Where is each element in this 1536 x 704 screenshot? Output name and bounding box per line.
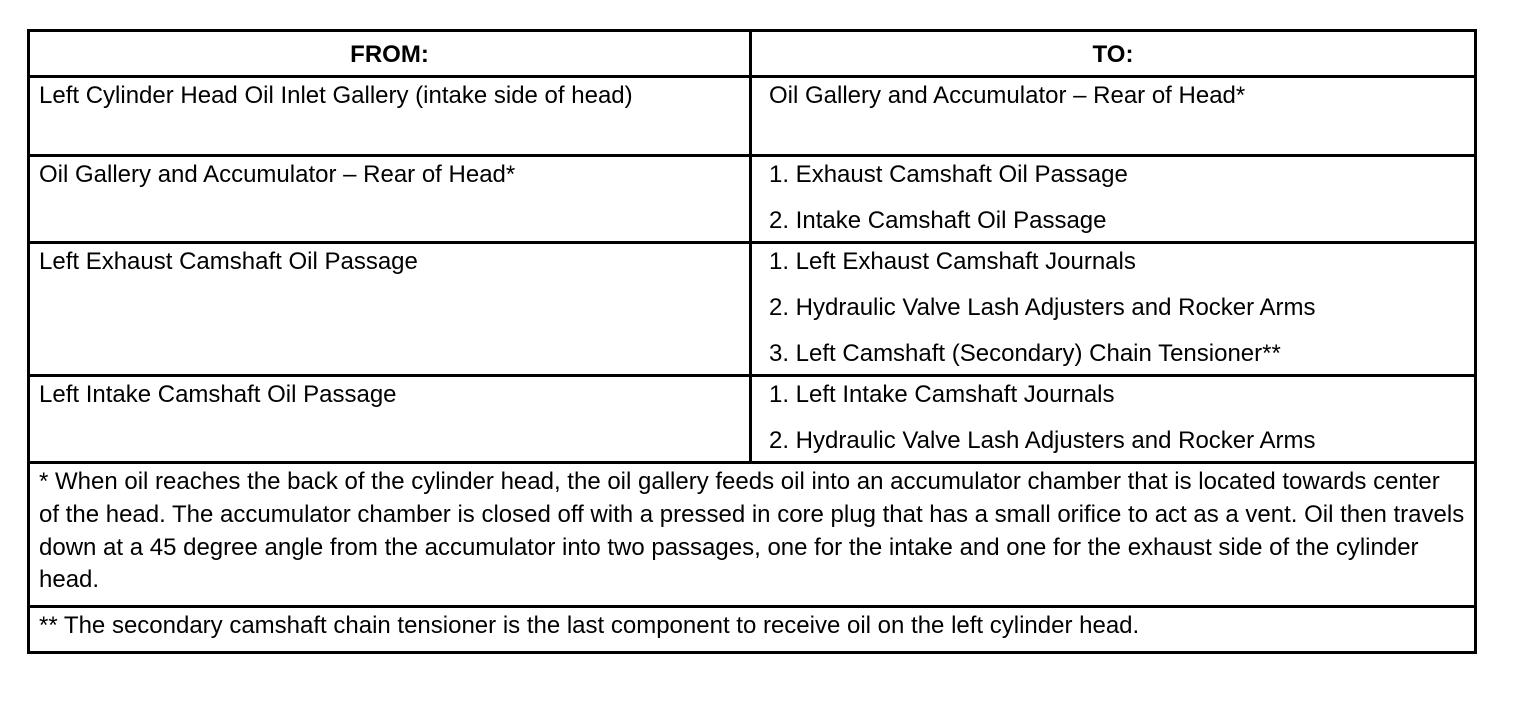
note-row — [29, 606, 1476, 652]
from-cell: Oil Gallery and Accumulator – Rear of Head* — [29, 156, 751, 243]
table-row — [29, 156, 1476, 243]
to-item: 2. Hydraulic Valve Lash Adjusters and Rocker Arms — [769, 293, 1316, 321]
to-cell — [751, 243, 1476, 376]
to-item: 2. Hydraulic Valve Lash Adjusters and Rocker Arms — [769, 426, 1316, 454]
header-row — [29, 31, 1476, 77]
to-item: Oil Gallery and Accumulator – Rear of Head* — [769, 82, 1246, 109]
table-row — [29, 376, 1476, 463]
to-cell — [751, 376, 1476, 463]
oil-flow-table — [27, 29, 1477, 654]
to-item: 2. Intake Camshaft Oil Passage — [769, 206, 1107, 234]
from-cell: Left Exhaust Camshaft Oil Passage — [29, 243, 751, 376]
table-row — [29, 243, 1476, 376]
from-cell: Left Intake Camshaft Oil Passage — [29, 376, 751, 463]
to-item: 1. Left Exhaust Camshaft Journals — [769, 248, 1136, 276]
to-item: 3. Left Camshaft (Secondary) Chain Tensioner** — [769, 339, 1281, 367]
to-item: 1. Exhaust Camshaft Oil Passage — [769, 161, 1128, 188]
tensioner-note: ** The secondary camshaft chain tensioner is the last component to receive oil on the left cylinder head. — [29, 606, 1476, 652]
to-cell — [751, 156, 1476, 243]
note-row — [29, 463, 1476, 607]
from-header: FROM: — [29, 31, 751, 77]
from-cell: Left Cylinder Head Oil Inlet Gallery (intake side of head) — [29, 77, 751, 156]
accumulator-note: * When oil reaches the back of the cylinder head, the oil gallery feeds oil into an accumulator chamber that is located towards center of the head. The accumulator chamber is closed off with a pressed in core plug that has a small orifice to act as a vent. Oil then travels down at a 45 degree angle from the accumulator into two passages, one for the intake and one for the exhaust side of the cylinder head. — [29, 463, 1476, 607]
to-item: 1. Left Intake Camshaft Journals — [769, 381, 1115, 409]
to-header: TO: — [751, 31, 1476, 77]
to-cell — [751, 77, 1476, 156]
table-row — [29, 77, 1476, 156]
